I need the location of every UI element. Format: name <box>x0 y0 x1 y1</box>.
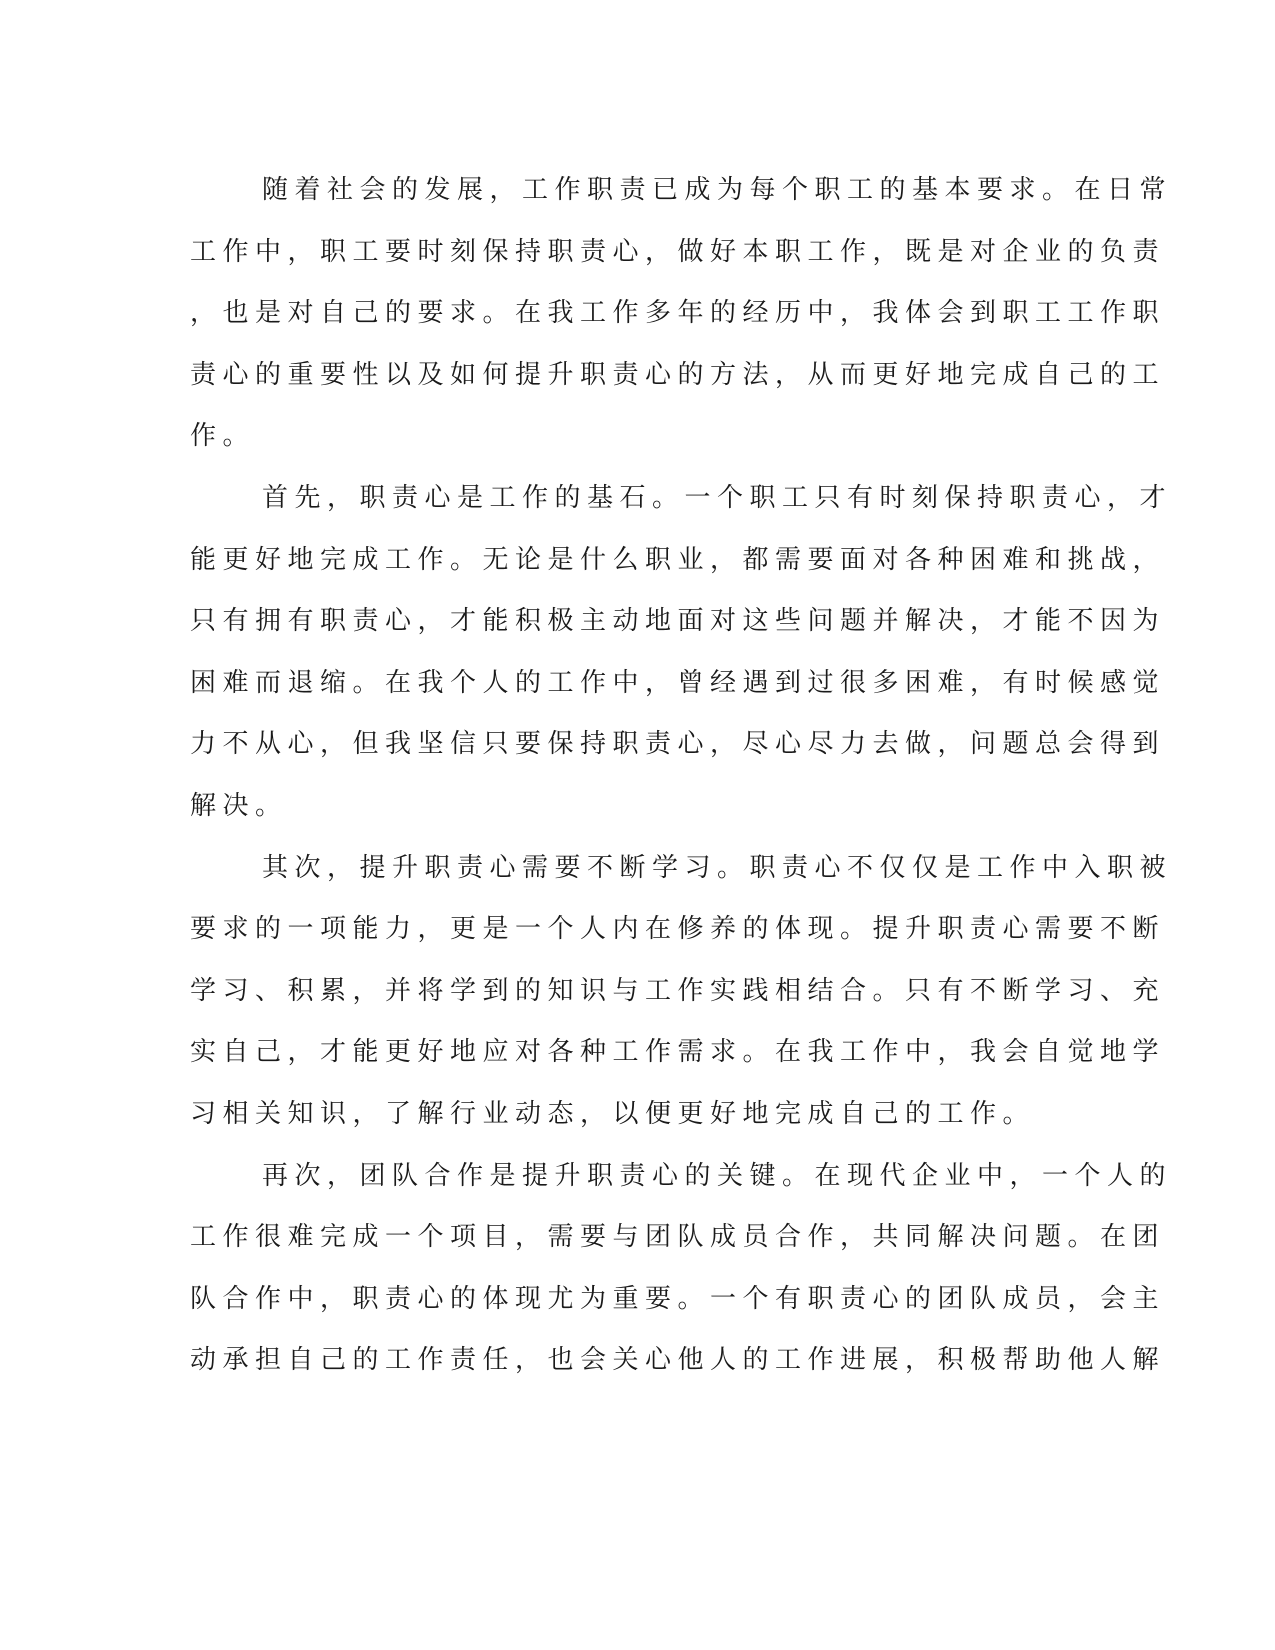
paragraph-3-line-2: 要求的一项能力，更是一个人内在修养的体现。提升职责心需要不断 <box>190 914 1166 945</box>
paragraph-1-line-5: 作。 <box>190 421 256 452</box>
paragraph-4-line-4: 动承担自己的工作责任，也会关心他人的工作进展，积极帮助他人解 <box>190 1345 1166 1376</box>
paragraph-4-line-1: 再次，团队合作是提升职责心的关键。在现代企业中，一个人的 <box>262 1160 1173 1191</box>
paragraph-1-line-4: 责心的重要性以及如何提升职责心的方法，从而更好地完成自己的工 <box>190 359 1166 390</box>
paragraph-1-line-1: 随着社会的发展，工作职责已成为每个职工的基本要求。在日常 <box>262 175 1173 205</box>
paragraph-2-line-2: 能更好地完成工作。无论是什么职业，都需要面对各种困难和挑战， <box>190 544 1166 575</box>
paragraph-3-line-4: 实自己，才能更好地应对各种工作需求。在我工作中，我会自觉地学 <box>190 1037 1166 1068</box>
paragraph-1-line-2: 工作中，职工要时刻保持职责心，做好本职工作，既是对企业的负责 <box>190 236 1166 267</box>
paragraph-3-line-1: 其次，提升职责心需要不断学习。职责心不仅仅是工作中入职被 <box>262 852 1173 883</box>
paragraph-4-line-3: 队合作中，职责心的体现尤为重要。一个有职责心的团队成员，会主 <box>190 1283 1166 1314</box>
paragraph-2-line-6: 解决。 <box>190 790 288 821</box>
paragraph-3-line-5: 习相关知识，了解行业动态，以便更好地完成自己的工作。 <box>190 1098 1036 1129</box>
paragraph-1-line-3: ，也是对自己的要求。在我工作多年的经历中，我体会到职工工作职 <box>190 298 1166 329</box>
paragraph-2-line-3: 只有拥有职责心，才能积极主动地面对这些问题并解决，才能不因为 <box>190 606 1166 637</box>
paragraph-2-line-5: 力不从心，但我坚信只要保持职责心，尽心尽力去做，问题总会得到 <box>190 729 1166 760</box>
paragraph-2-line-4: 困难而退缩。在我个人的工作中，曾经遇到过很多困难，有时候感觉 <box>190 667 1166 698</box>
document-body <box>190 160 1173 1392</box>
paragraph-2-line-1: 首先，职责心是工作的基石。一个职工只有时刻保持职责心，才 <box>262 482 1173 513</box>
paragraph-4-line-2: 工作很难完成一个项目，需要与团队成员合作，共同解决问题。在团 <box>190 1222 1166 1253</box>
paragraph-3-line-3: 学习、积累，并将学到的知识与工作实践相结合。只有不断学习、充 <box>190 975 1166 1006</box>
